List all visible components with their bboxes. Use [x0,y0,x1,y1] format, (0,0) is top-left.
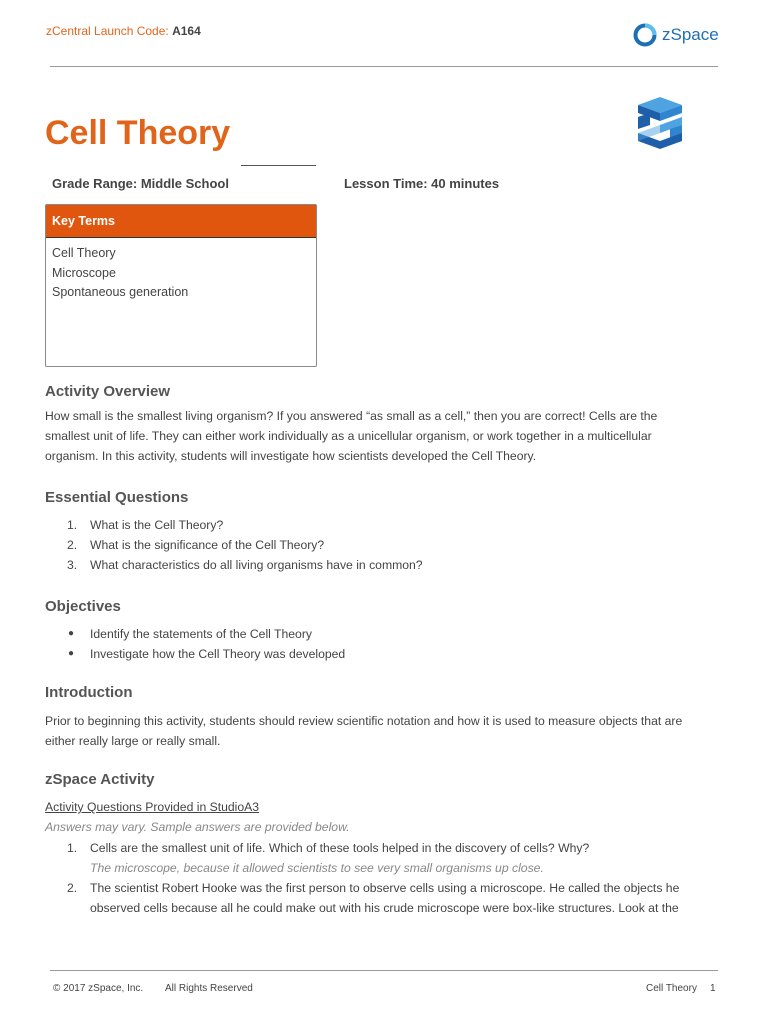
list-item [67,878,727,918]
question-text: Cells are the smallest unit of life. Which of these tools helped in the discovery of cells? Why? [90,841,590,855]
footer-copyright: © 2017 zSpace, Inc. [53,983,144,994]
zspace-activity-heading: zSpace Activity [45,771,155,788]
zspace-logo-text: zSpace [662,25,719,44]
launch-code-label: zCentral Launch Code: [46,24,173,38]
essential-questions-heading: Essential Questions [45,489,189,506]
list-item [67,555,423,575]
launch-code-value: A164 [172,24,201,38]
sample-answer: The microscope, because it allowed scientists to see very small organisms up close. [90,861,544,875]
list-text: What is the significance of the Cell Theory? [90,538,325,552]
objectives-heading: Objectives [45,598,121,615]
page-title: Cell Theory [45,114,231,152]
activity-overview-text [45,406,725,466]
list-text: What characteristics do all living organisms have in common? [90,558,423,572]
list-number: 2. [67,538,78,552]
key-terms-heading: Key Terms [46,205,316,238]
list-number: 1. [67,841,78,855]
launch-code [46,24,201,38]
footer-rights: All Rights Reserved [165,983,253,994]
paragraph-line: smallest unit of life. They can either work individually as a unicellular organism, or work together in a multicellular [45,429,652,443]
title-rule [241,165,316,166]
list-number: 1. [67,518,78,532]
list-item [67,535,423,555]
list-item [67,838,727,878]
footer-doc-title: Cell Theory [646,983,697,994]
paragraph-line: either really large or really small. [45,734,221,748]
grade-range: Grade Range: Middle School [52,176,229,191]
key-terms-list [46,238,316,309]
cube-logo-icon [630,95,690,158]
objectives-list [68,624,345,664]
list-number: 2. [67,881,78,895]
key-term: Spontaneous generation [52,285,189,299]
zspace-logo [632,22,719,48]
list-item [68,644,345,664]
essential-questions-list [67,515,423,575]
answers-note: Answers may vary. Sample answers are provided below. [45,820,350,834]
activity-overview-heading: Activity Overview [45,383,171,400]
key-terms-box [45,204,317,367]
zspace-logo-icon [632,22,658,48]
paragraph-line: organism. In this activity, students will investigate how scientists developed the Cell Theory. [45,449,537,463]
footer-page-number: 1 [710,983,716,994]
footer-divider [50,970,718,971]
key-term: Microscope [52,265,116,280]
list-item [68,624,345,644]
list-text: Identify the statements of the Cell Theory [90,627,312,641]
list-text: Investigate how the Cell Theory was developed [90,647,346,661]
paragraph-line: How small is the smallest living organism? If you answered “as small as a cell,” then you are correct! Cells are the [45,409,658,423]
key-term: Cell Theory [52,246,116,260]
question-text: The scientist Robert Hooke was the first person to observe cells using a microscope. He called the objects he [90,881,680,895]
lesson-time: Lesson Time: 40 minutes [344,176,500,191]
list-item [67,515,423,535]
activity-questions-link[interactable]: Activity Questions Provided in StudioA3 [45,800,260,814]
bullet-icon: ● [68,648,75,659]
question-text-continued: observed cells because all he could make out with his crude microscope were box-like structures. Look at the [90,901,679,915]
paragraph-line: Prior to beginning this activity, students should review scientific notation and how it is used to measure objects that are [45,714,683,728]
introduction-heading: Introduction [45,684,133,701]
introduction-text [45,711,725,751]
bullet-icon: ● [68,628,75,639]
header-divider [50,66,718,67]
list-text: What is the Cell Theory? [90,518,224,532]
activity-questions-list [67,838,727,918]
list-number: 3. [67,558,78,572]
